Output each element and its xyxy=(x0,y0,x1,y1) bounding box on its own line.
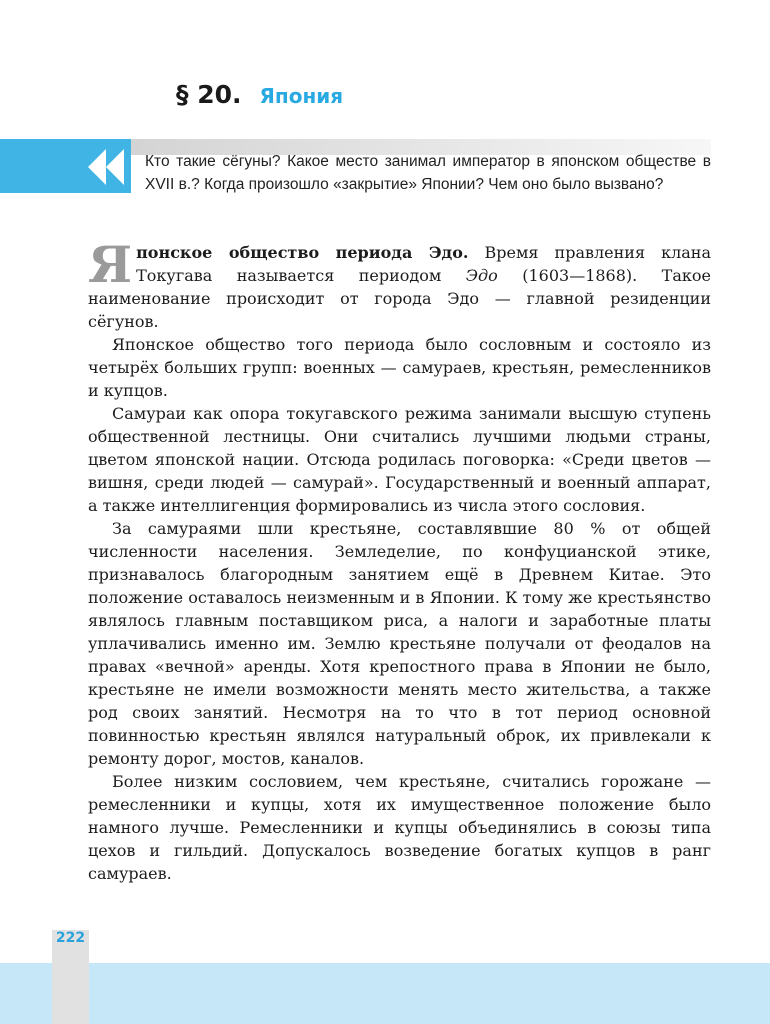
section-title: Япония xyxy=(259,84,344,108)
paragraph-5: Более низким сословием, чем крестьяне, считались горожане — ремесленники и купцы, хотя их имущественное положение было намного лучше. Ремесленники и купцы объединялись в союзы типа цехов и гильдий. Допускалось возведение богатых купцов в ранг самураев. xyxy=(88,772,711,883)
double-chevron-left-icon xyxy=(86,147,126,187)
section-number: § 20. xyxy=(176,80,242,109)
page-number: 222 xyxy=(55,930,86,946)
main-text xyxy=(88,235,712,885)
paragraph-1-text-a: Время правления клана Токугава называется периодом xyxy=(136,243,712,285)
drop-cap: Я xyxy=(88,235,133,294)
section-heading xyxy=(176,80,343,120)
footer-band xyxy=(0,963,770,1024)
paragraph-1 xyxy=(88,235,712,333)
term-edo: Эдо xyxy=(465,266,498,285)
review-questions: Кто такие сёгуны? Какое место занимал император в японском обществе в XVII в.? Когда произошло «закрытие» Японии? Чем оно было вызвано? xyxy=(145,153,711,193)
question-marker xyxy=(0,139,131,193)
paragraph-2: Японское общество того периода было сословным и состояло из четырёх больших групп: военных — самураев, крестьян, ремесленников и купцов. xyxy=(88,335,711,400)
paragraph-4: За самураями шли крестьяне, составлявшие 80 % от общей численности населения. Земледелие, по конфуцианской этике, признавалось благородным занятием ещё в Древнем Китае. Это положение оставалось неизменным и в Японии. К тому же крестьянство являлось главным поставщиком риса, а налоги и заработные платы уплачивались именно им. Землю крестьяне получали от феодалов на правах «вечной» аренды. Хотя крепостного права в Японии не было, крестьяне не имели возможности менять место жительства, а также род своих занятий. Несмотря на то что в тот период основной повинностью крестьян являлся натуральный оброк, их привлекали к ремонту дорог, мостов, каналов. xyxy=(88,519,711,768)
paragraph-lead: понское общество периода Эдо. xyxy=(136,243,469,262)
paragraph-3: Самураи как опора токугавского режима занимали высшую ступень общественной лестницы. Они считались лучшими людьми страны, цветом японской нации. Отсюда родилась поговорка: «Среди цветов — вишня, среди людей — самурай». Государственный и военный аппарат, а также интеллигенция формировались из числа этого сословия. xyxy=(88,404,711,515)
paragraph-1-text-b: (1603—1868). Такое наименование происходит от города Эдо — главной резиденции сёгунов. xyxy=(88,266,711,331)
